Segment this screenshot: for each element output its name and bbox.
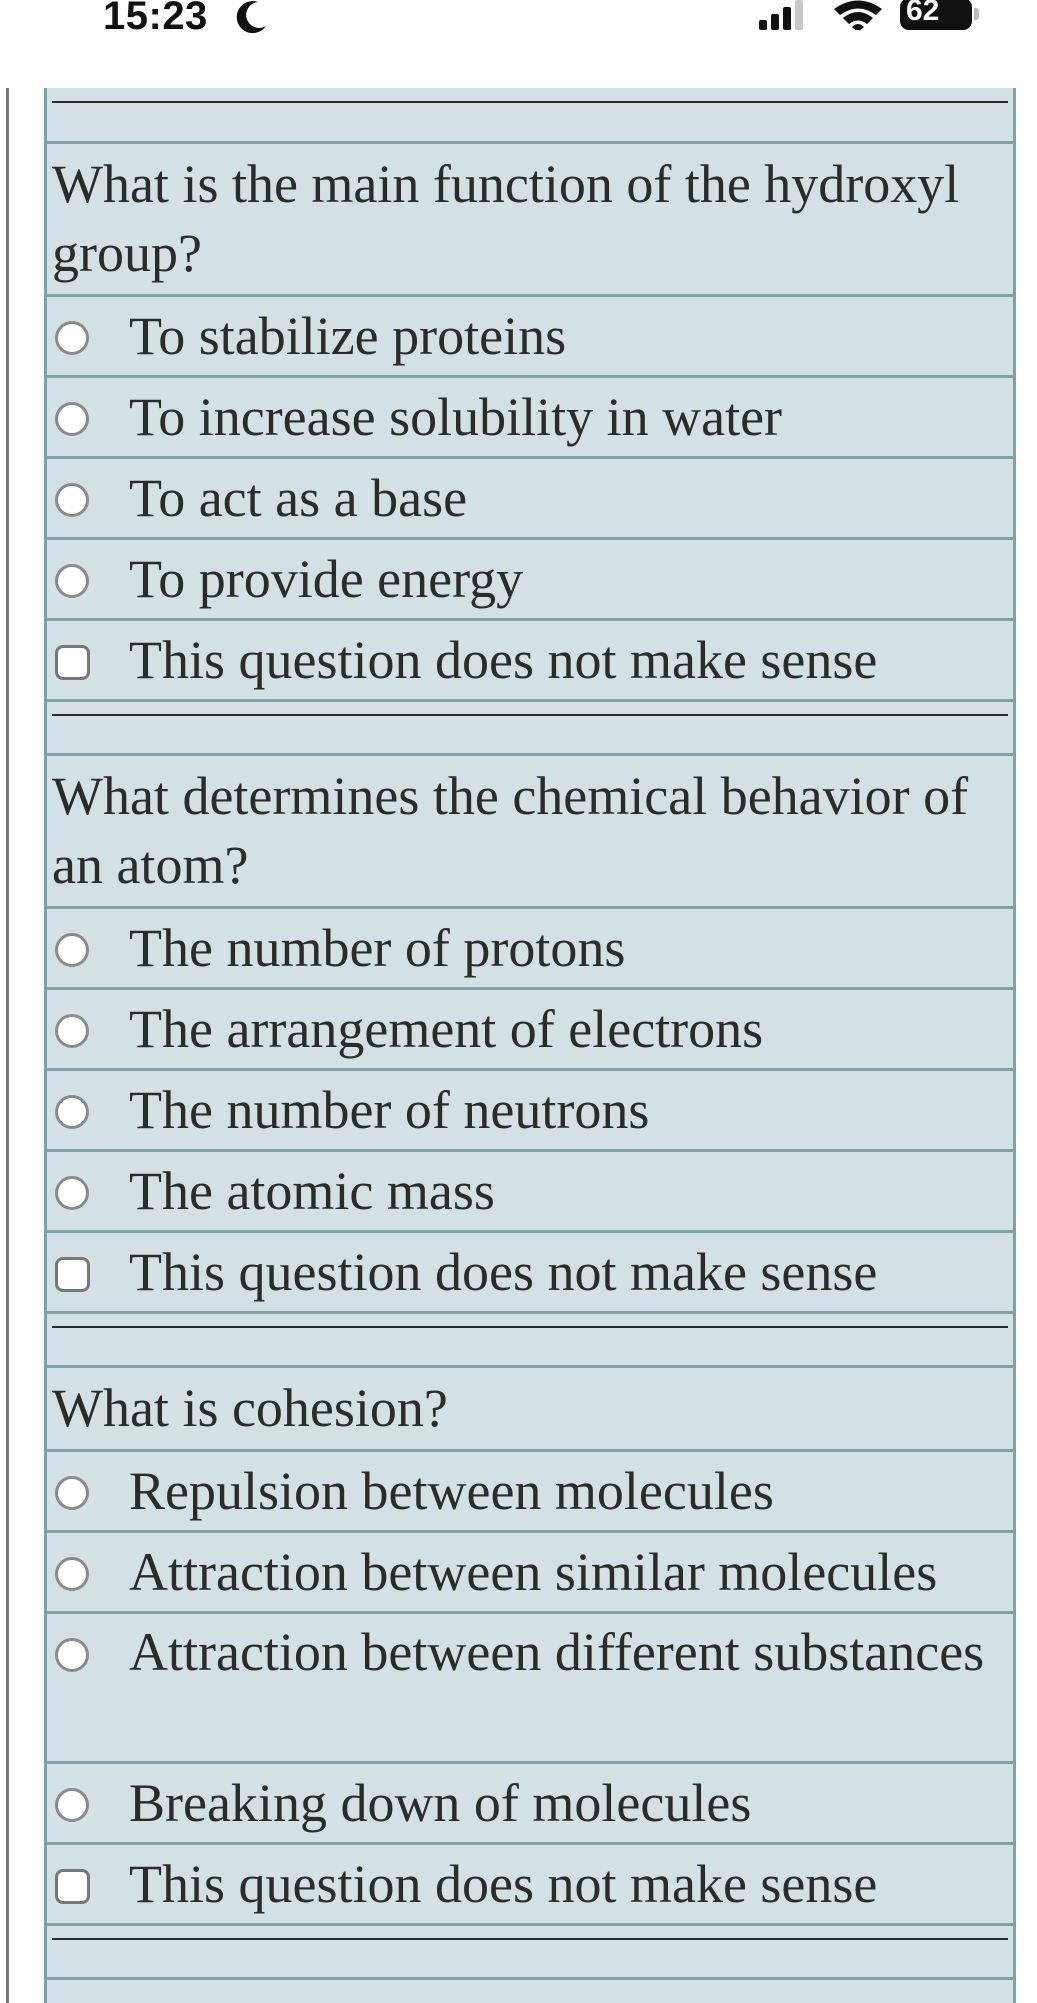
radio-button-icon[interactable] (55, 1476, 89, 1510)
option-label: To stabilize proteins (129, 306, 567, 366)
survey-panel (44, 88, 1016, 2003)
question-2-option-3[interactable] (47, 1071, 1013, 1152)
option-label: The number of neutrons (129, 1080, 650, 1140)
radio-button-icon[interactable] (55, 1557, 89, 1591)
radio-button-icon[interactable] (55, 1095, 89, 1129)
question-3-text: What is cohesion? (47, 1368, 1013, 1452)
moon-icon (232, 0, 272, 36)
question-divider (47, 702, 1013, 756)
wifi-icon (832, 0, 884, 30)
question-2-option-1[interactable] (47, 909, 1013, 990)
option-label: The arrangement of electrons (129, 999, 764, 1059)
question-3-flag[interactable] (47, 1845, 1013, 1926)
radio-button-icon[interactable] (55, 1176, 89, 1210)
question-divider (47, 1926, 1013, 1980)
flag-label: This question does not make sense (129, 630, 878, 690)
radio-button-icon[interactable] (55, 483, 89, 517)
flag-label: This question does not make sense (129, 1242, 878, 1302)
option-label: To increase solubility in water (129, 387, 783, 447)
option-label: The number of protons (129, 918, 626, 978)
flag-label: This question does not make sense (129, 1854, 878, 1914)
question-1-flag[interactable] (47, 621, 1013, 702)
option-label: Breaking down of molecules (129, 1773, 752, 1833)
checkbox-icon[interactable] (55, 1257, 90, 1292)
question-2-option-4[interactable] (47, 1152, 1013, 1233)
question-3-option-4[interactable] (47, 1764, 1013, 1845)
radio-button-icon[interactable] (55, 402, 89, 436)
option-label: Attraction between different substances (129, 1622, 985, 1682)
option-label: Repulsion between molecules (129, 1461, 774, 1521)
question-2-text: What determines the chemical behavior of an atom? (47, 756, 1013, 909)
question-3-option-3[interactable] (47, 1614, 1013, 1764)
question-2-option-2[interactable] (47, 990, 1013, 1071)
battery-icon (900, 0, 980, 32)
question-1-option-4[interactable] (47, 540, 1013, 621)
signal-icon (759, 0, 805, 30)
checkbox-icon[interactable] (55, 645, 90, 680)
status-time: 15:23 (103, 0, 208, 38)
checkbox-icon[interactable] (55, 1869, 90, 1904)
question-1-option-2[interactable] (47, 378, 1013, 459)
question-divider (47, 88, 1013, 144)
radio-button-icon[interactable] (55, 1788, 89, 1822)
question-divider (47, 1314, 1013, 1368)
battery-level: 62 (906, 0, 940, 27)
radio-button-icon[interactable] (55, 321, 89, 355)
radio-button-icon[interactable] (55, 933, 89, 967)
radio-button-icon[interactable] (55, 564, 89, 598)
question-1-text: What is the main function of the hydroxyl group? (47, 144, 1013, 297)
radio-button-icon[interactable] (55, 1014, 89, 1048)
option-label: The atomic mass (129, 1161, 495, 1221)
option-label: To act as a base (129, 468, 468, 528)
left-page-rule (6, 88, 9, 2003)
question-3-option-1[interactable] (47, 1452, 1013, 1533)
question-3-option-2[interactable] (47, 1533, 1013, 1614)
status-bar (0, 0, 1037, 88)
question-1-option-3[interactable] (47, 459, 1013, 540)
question-2-flag[interactable] (47, 1233, 1013, 1314)
question-1-option-1[interactable] (47, 297, 1013, 378)
radio-button-icon[interactable] (55, 1638, 89, 1672)
option-label: To provide energy (129, 549, 524, 609)
option-label: Attraction between similar molecules (129, 1542, 938, 1602)
